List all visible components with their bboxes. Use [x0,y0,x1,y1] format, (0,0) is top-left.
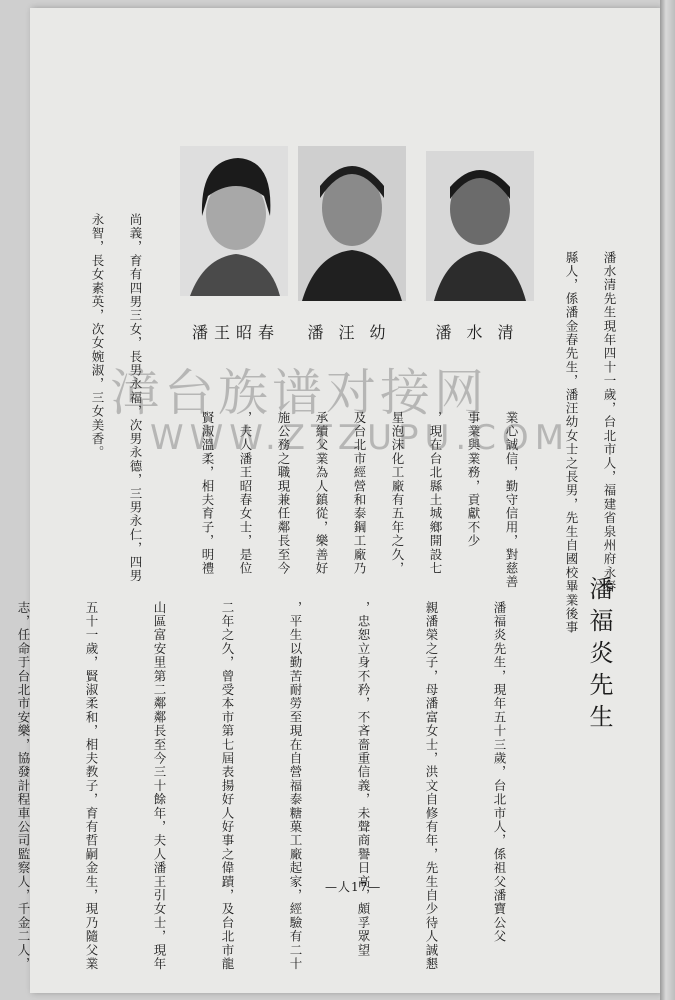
watermark-url: WWW.ZTZUPU.COM [150,418,571,458]
portrait-elderly-woman [298,146,406,301]
bio-line: 施公務之職現兼任鄰長至今 [276,410,291,576]
bio-line: ，現在台北縣土城鄉開設七 [428,410,443,576]
portrait-woman [180,146,288,296]
bio-line: ，平生以勤苦耐勞至現在自營福泰糖菓工廠起家，經驗有二十 [288,600,303,971]
bio-line: 尚義，育有四男三女，長男永福，次男永德，三男永仁，四男 [128,212,143,583]
bio-line: 山區富安里第二鄰鄰長至今三十餘年，夫人潘王引女士，現年 [152,600,167,971]
bio-line: 縣人，係潘金春先生，潘汪幼女士之長男，先生自國校畢業後事 [564,250,579,635]
portrait-caption: 潘王昭春 [191,323,280,342]
bio-line: 二年之久，曾受本市第七屆表揚好人好事之偉蹟，及台北市龍 [220,600,235,971]
bio-line: 潘水清先生現年四十一歲，台北市人，福建省泉州府永春 [602,250,617,594]
portrait-caption: 潘水清 [435,323,529,342]
portrait-young-man [426,151,534,301]
bio-line: 承續父業為人鎮從，樂善好 [314,410,329,576]
section-heading: 潘福炎先生 [585,576,613,736]
bio-line: 永智，長女素英，次女婉淑，三女美香。 [90,212,105,460]
bio-line: 志，任命于台北市安樂，協發計程車公司監察人，千金二人， [16,600,31,971]
bio-line: 星泡沫化工廠有五年之久， [390,410,405,576]
document-page [16,8,660,993]
bio-line: 親潘榮之子，母潘富女士，洪文自修有年，先生自少待人誠懇 [424,600,439,971]
bio-line: 事業與業務，貢獻不少 [466,410,481,548]
watermark-text: 漳台族谱对接网 [110,364,488,422]
bio-line: 業心誠信，勤守信用，對慈善 [504,410,519,589]
bio-line: 及台北市經營和泰鋼工廠乃 [352,410,367,576]
book-spine [660,0,675,1000]
bio-line: ，夫人潘王昭春女士，是位 [238,410,253,576]
bio-text-bottom [16,536,550,971]
portrait-caption: 潘汪幼 [307,323,401,342]
bio-line: 五十一歲，賢淑柔和，相夫教子，育有哲嗣金生，現乃隨父業 [84,600,99,971]
bio-line: 賢淑溫柔，相夫育子，明禮 [200,410,215,576]
bio-line: 潘福炎先生，現年五十三歲，台北市人，係祖父潘寶公父 [492,600,507,944]
bio-line: ，忠恕立身不矜，不吝嗇重信義，未聲商譽日高，頗孚眾望 [356,600,371,958]
page-number: —人17— [325,880,382,894]
